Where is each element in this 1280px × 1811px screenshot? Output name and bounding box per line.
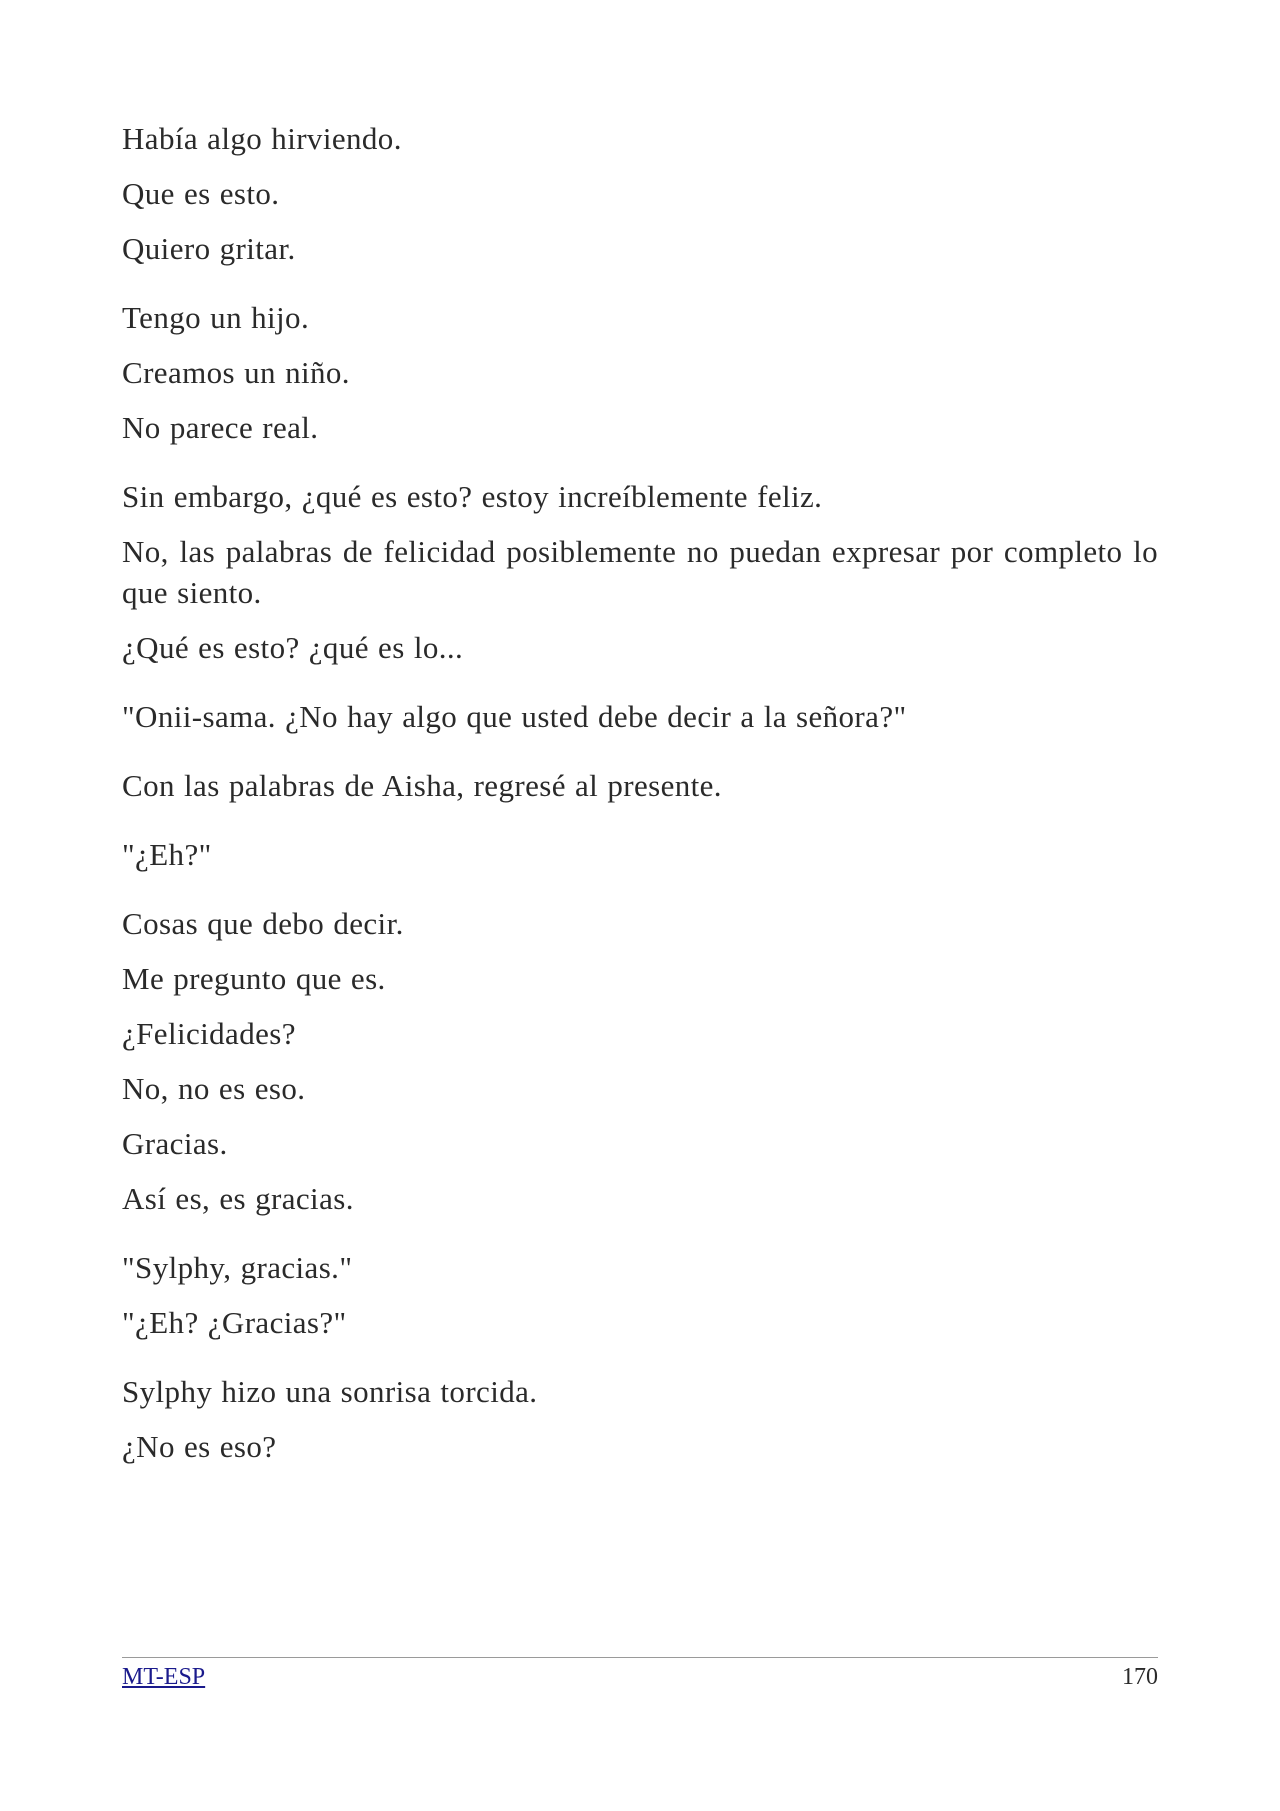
paragraph-group [122, 476, 1158, 668]
page-number: 170 [1122, 1664, 1158, 1690]
text-line: Sylphy hizo una sonrisa torcida. [122, 1374, 538, 1409]
text-line: Así es, es gracias. [122, 1181, 354, 1216]
page-body [122, 118, 1158, 1495]
text-line: Quiero gritar. [122, 231, 296, 266]
text-line: Gracias. [122, 1126, 228, 1161]
paragraph-group [122, 118, 1158, 269]
dialogue-line: "Sylphy, gracias." [122, 1250, 353, 1285]
text-line: Que es esto. [122, 176, 280, 211]
text-line: No, no es eso. [122, 1071, 306, 1106]
dialogue-line: "¿Eh? ¿Gracias?" [122, 1305, 347, 1340]
dialogue-line: "¿Eh?" [122, 837, 212, 872]
text-line: Cosas que debo decir. [122, 906, 404, 941]
text-line: ¿Felicidades? [122, 1016, 296, 1051]
text-line: Me pregunto que es. [122, 961, 386, 996]
paragraph-group [122, 765, 1158, 806]
source-link[interactable]: MT-ESP [122, 1664, 206, 1690]
text-line: Con las palabras de Aisha, regresé al presente. [122, 768, 722, 803]
text-line: ¿Qué es esto? ¿qué es lo... [122, 630, 464, 665]
dialogue-line: "Onii-sama. ¿No hay algo que usted debe decir a la señora?" [122, 699, 907, 734]
paragraph-group [122, 696, 1158, 737]
paragraph-group [122, 834, 1158, 875]
text-line: ¿No es eso? [122, 1429, 277, 1464]
text-line: No parece real. [122, 410, 319, 445]
text-line: No, las palabras de felicidad posiblemente no puedan expresar por completo lo que siento. [122, 534, 1158, 610]
paragraph-group [122, 903, 1158, 1219]
text-line: Había algo hirviendo. [122, 121, 402, 156]
paragraph-group [122, 1247, 1158, 1343]
page-footer [122, 1657, 1158, 1698]
text-line: Tengo un hijo. [122, 300, 310, 335]
paragraph-group [122, 1371, 1158, 1467]
text-line: Creamos un niño. [122, 355, 350, 390]
paragraph-group [122, 297, 1158, 448]
text-line: Sin embargo, ¿qué es esto? estoy increíblemente feliz. [122, 479, 823, 514]
